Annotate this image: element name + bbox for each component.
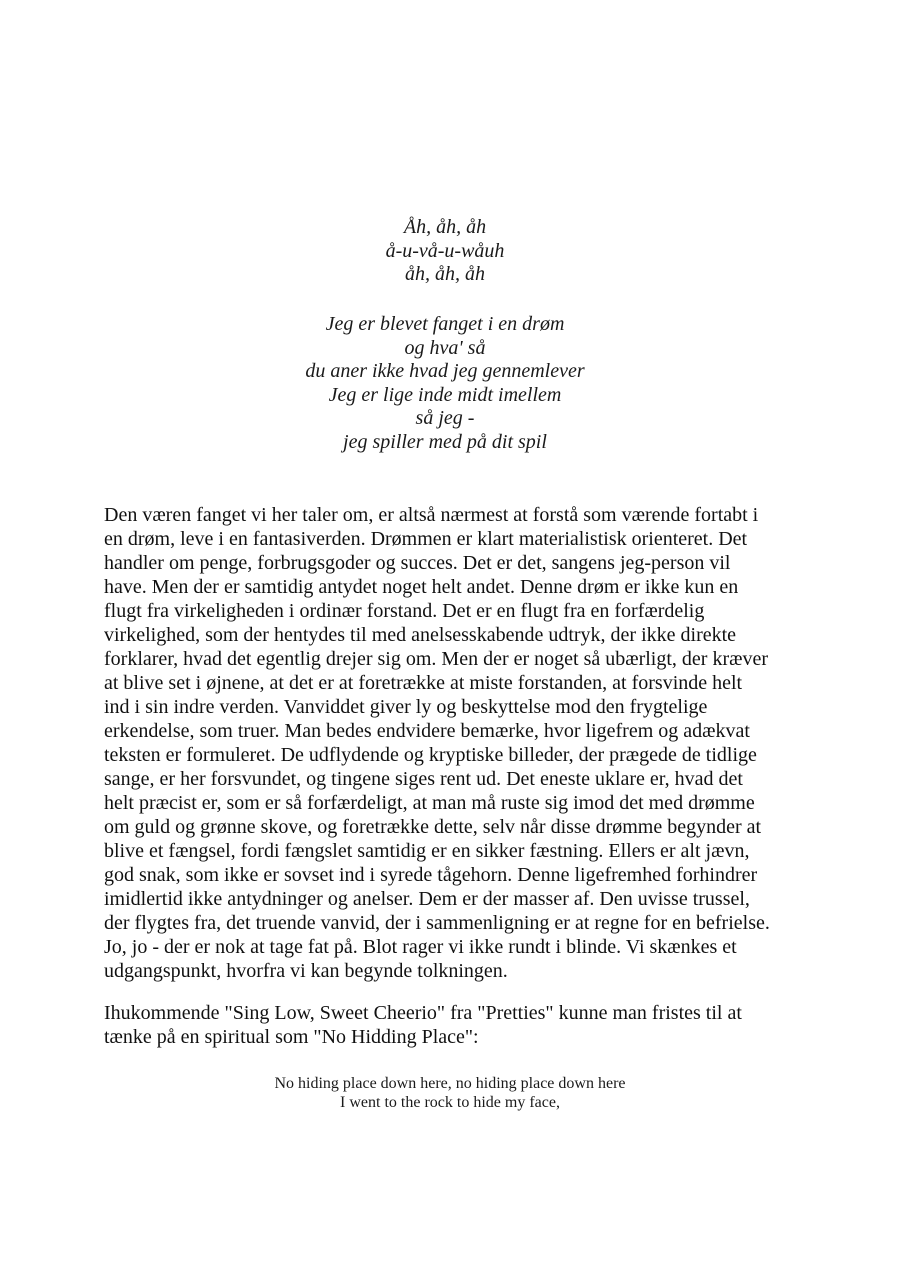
lyric-line: å-u-vå-u-wåuh (385, 239, 505, 262)
paragraph-line: der flygtes fra, det truende vanvid, der i sammenligning er at regne for en befrielse. (104, 912, 770, 934)
paragraph-line: sange, er her forsvundet, og tingene siges rent ud. Det eneste uklare er, hvad det (104, 768, 743, 790)
lyric-line: du aner ikke hvad jeg gennemlever (305, 360, 585, 382)
quote-line: I went to the rock to hide my face, (340, 1094, 560, 1111)
lyric-line: så jeg - (415, 407, 475, 429)
spiritual-quote (150, 1074, 750, 1112)
paragraph-line: at blive set i øjnene, at det er at foretrække at miste forstanden, at forsvinde helt (104, 672, 743, 694)
paragraph-line: Jo, jo - der er nok at tage fat på. Blot rager vi ikke rundt i blinde. Vi skænkes et (104, 936, 737, 958)
body-paragraph-2 (104, 1001, 804, 1049)
paragraph-line: helt præcist er, som er så forfærdeligt, at man må ruste sig imod det med drømme (104, 792, 755, 814)
paragraph-line: blive et fængsel, fordi fængslet samtidig er en sikker fæstning. Ellers er alt jævn, (104, 840, 750, 862)
paragraph-line: Ihukommende "Sing Low, Sweet Cheerio" fra "Pretties" kunne man fristes til at (104, 1002, 742, 1024)
paragraph-line: tænke på en spiritual som "No Hidding Place": (104, 1026, 479, 1048)
lyric-line: Åh, åh, åh (403, 216, 487, 238)
paragraph-line: udgangspunkt, hvorfra vi kan begynde tolkningen. (104, 960, 508, 982)
lyric-line: Jeg er blevet fanget i en drøm (325, 313, 565, 335)
paragraph-line: have. Men der er samtidig antydet noget helt andet. Denne drøm er ikke kun en (104, 576, 739, 598)
body-paragraph-1 (104, 503, 804, 983)
paragraph-line: erkendelse, som truer. Man bedes endvidere bemærke, hvor ligefrem og adækvat (104, 720, 750, 742)
paragraph-line: forklarer, hvad det egentlig drejer sig om. Men der er noget så ubærligt, der kræver (104, 648, 768, 670)
paragraph-line: en drøm, leve i en fantasiverden. Drømmen er klart materialistisk orienteret. Det (104, 528, 748, 550)
paragraph-line: Den væren fanget vi her taler om, er altså nærmest at forstå som værende fortabt i (104, 504, 759, 526)
quote-line: No hiding place down here, no hiding place down here (274, 1075, 626, 1092)
lyric-line: åh, åh, åh (405, 263, 485, 285)
lyric-line: jeg spiller med på dit spil (343, 430, 547, 453)
paragraph-line: imidlertid ikke antydninger og anelser. Dem er der masser af. Den uvisse trussel, (104, 888, 750, 910)
lyric-stanza-1 (150, 216, 740, 287)
paragraph-line: handler om penge, forbrugsgoder og succes. Det er det, sangens jeg-person vil (104, 552, 731, 574)
lyric-line: og hva' så (404, 336, 486, 359)
paragraph-line: ind i sin indre verden. Vanviddet giver ly og beskyttelse mod den frygtelige (104, 696, 708, 718)
paragraph-line: teksten er formuleret. De udflydende og kryptiske billeder, der prægede de tidlige (104, 744, 757, 766)
lyric-line: Jeg er lige inde midt imellem (328, 383, 562, 406)
lyric-stanza-2 (150, 313, 740, 454)
paragraph-line: flugt fra virkeligheden i ordinær forstand. Det er en flugt fra en forfærdelig (104, 600, 705, 622)
paragraph-line: god snak, som ikke er sovset ind i syrede tågehorn. Denne ligefremhed forhindrer (104, 864, 758, 886)
paragraph-line: virkelighed, som der hentydes til med anelsesskabende udtryk, der ikke direkte (104, 624, 737, 646)
paragraph-line: om guld og grønne skove, og foretrække dette, selv når disse drømme begynder at (104, 816, 762, 838)
